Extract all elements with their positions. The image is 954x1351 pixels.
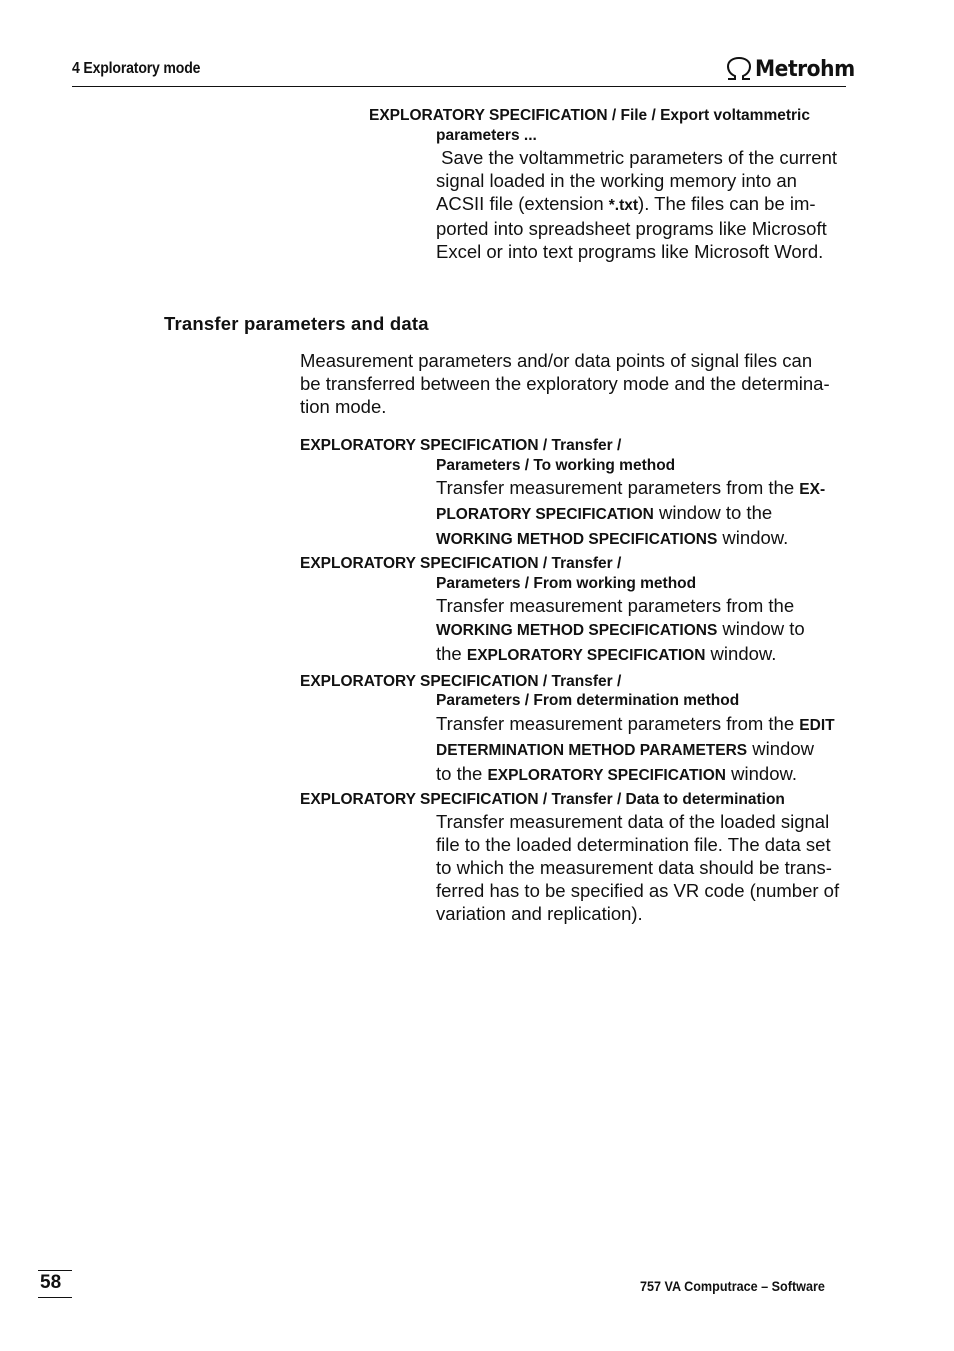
text-line <box>436 526 856 551</box>
text-line <box>436 737 856 762</box>
text-line: tion mode. <box>300 396 387 417</box>
ui-term: EXPLORATORY SPECIFICATION <box>466 647 706 664</box>
ui-term: WORKING METHOD SPECIFICATIONS <box>436 622 718 639</box>
metrohm-logo <box>725 56 863 82</box>
text-line: Save the voltammetric parameters of the current <box>436 147 838 168</box>
text-line <box>436 617 856 642</box>
text-line: ported into spreadsheet programs like Microsoft <box>436 218 827 239</box>
ui-term: EDIT <box>799 717 835 734</box>
text-span: to the <box>436 763 488 784</box>
page-number: 58 <box>40 1272 62 1293</box>
text-span: the <box>436 643 467 664</box>
text-span: ). The files can be im- <box>638 193 816 214</box>
menu-path-to-working-cont: Parameters / To working method <box>436 457 676 474</box>
text-line: Measurement parameters and/or data points of signal files can <box>300 350 813 371</box>
file-extension: *.txt <box>608 197 639 214</box>
from-determination-description <box>436 712 856 787</box>
text-line <box>436 476 856 501</box>
text-line <box>436 762 856 787</box>
menu-path-from-determination: EXPLORATORY SPECIFICATION / Transfer / <box>300 673 622 690</box>
text-line <box>436 712 856 737</box>
header-rule <box>72 86 846 87</box>
text-line: variation and replication). <box>436 903 643 924</box>
text-line: Excel or into text programs like Microsoft Word. <box>436 241 824 262</box>
text-line: be transferred between the exploratory mode and the determina- <box>300 373 830 394</box>
menu-path-from-determination-cont: Parameters / From determination method <box>436 692 740 709</box>
text-span: window to <box>717 618 805 639</box>
ui-term: DETERMINATION METHOD PARAMETERS <box>436 742 748 759</box>
text-line: to which the measurement data should be trans- <box>436 857 832 878</box>
text-line <box>436 501 856 526</box>
text-line <box>436 642 856 667</box>
text-line: Transfer measurement parameters from the <box>436 595 795 616</box>
menu-path-from-working: EXPLORATORY SPECIFICATION / Transfer / <box>300 555 622 572</box>
ui-term: WORKING METHOD SPECIFICATIONS <box>436 531 718 548</box>
footer-title: 757 VA Computrace – Software <box>640 1278 825 1294</box>
section-intro <box>300 349 860 418</box>
text-line <box>436 192 856 217</box>
chapter-heading: 4 Exploratory mode <box>72 60 201 77</box>
ui-term: PLORATORY SPECIFICATION <box>436 506 654 523</box>
text-span: window. <box>717 527 789 548</box>
text-line: signal loaded in the working memory into an <box>436 170 797 191</box>
from-working-description <box>436 594 856 667</box>
menu-path-line: EXPLORATORY SPECIFICATION / File / Export voltammetric <box>369 107 810 124</box>
footer-rule-top <box>38 1270 72 1271</box>
export-description <box>436 146 856 263</box>
omega-icon <box>725 56 753 82</box>
to-working-description <box>436 476 856 551</box>
text-line: ferred has to be specified as VR code (number of <box>436 880 840 901</box>
text-span: window. <box>726 763 797 784</box>
footer-rule-bottom <box>38 1297 72 1298</box>
text-span: Transfer measurement parameters from the <box>436 477 800 498</box>
menu-path-from-working-cont: Parameters / From working method <box>436 575 697 592</box>
logo-text: Metrohm <box>755 56 855 82</box>
ui-term: EX- <box>799 481 826 498</box>
menu-path-to-working: EXPLORATORY SPECIFICATION / Transfer / <box>300 437 622 454</box>
text-span: ACSII file (extension <box>436 193 609 214</box>
text-line: file to the loaded determination file. The data set <box>436 834 831 855</box>
text-span: window to the <box>653 502 773 523</box>
menu-path-line: parameters ... <box>436 127 537 144</box>
text-span: window <box>747 738 814 759</box>
menu-path-export-cont <box>436 126 537 146</box>
menu-path-export <box>369 106 810 126</box>
section-title: Transfer parameters and data <box>164 313 429 334</box>
ui-term: EXPLORATORY SPECIFICATION <box>487 767 726 784</box>
text-span: window. <box>705 643 777 664</box>
data-to-determination-description <box>436 810 856 925</box>
text-line: Transfer measurement data of the loaded signal <box>436 811 830 832</box>
menu-path-data-to-determination: EXPLORATORY SPECIFICATION / Transfer / Data to determination <box>300 791 785 808</box>
text-span: Transfer measurement parameters from the <box>436 713 800 734</box>
